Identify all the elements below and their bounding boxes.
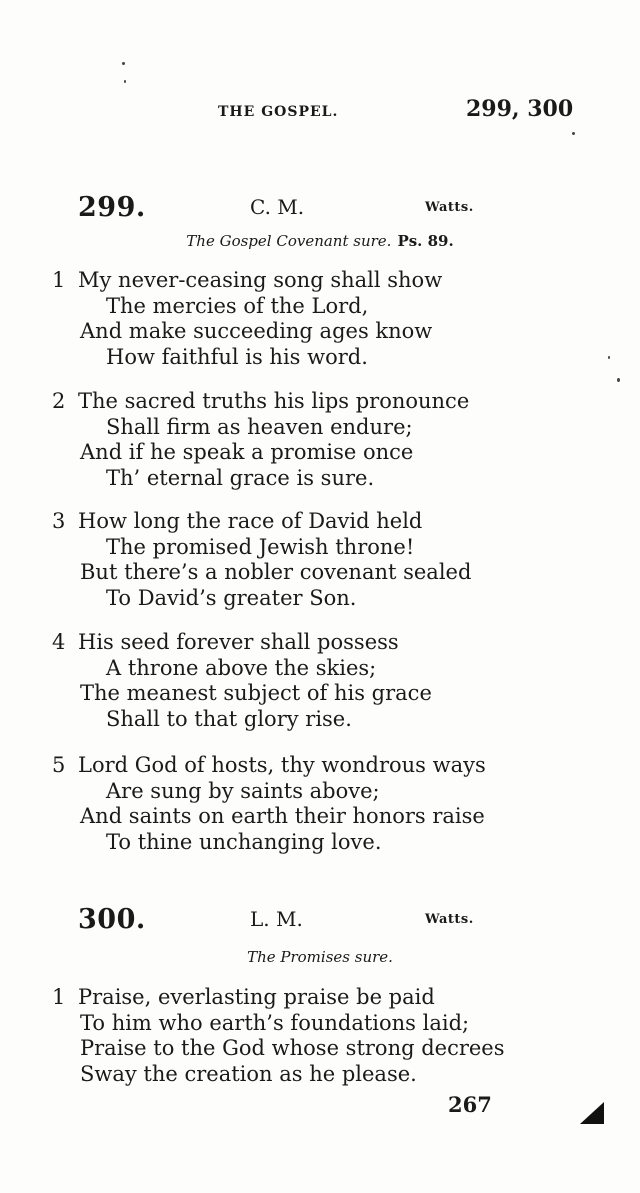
verse-number: 1 <box>52 268 66 292</box>
verse-line: And if he speak a promise once <box>80 440 414 464</box>
verse-line: Are sung by saints above; <box>106 778 380 803</box>
verse-line: To him who earth’s foundations laid; <box>80 1010 470 1035</box>
hymn-299-subtitle <box>0 232 640 250</box>
hymn-subtitle-text: The Promises sure. <box>247 948 393 966</box>
hymn-299-stanza-2 <box>0 389 600 491</box>
verse-line: Praise to the God whose strong decrees <box>80 1036 505 1060</box>
verse-line-text: The sacred truths his lips pronounce <box>78 389 470 413</box>
hymn-number: 300. <box>78 904 146 935</box>
psalm-reference: Ps. 89. <box>397 232 454 250</box>
running-head <box>0 96 640 126</box>
verse-line: The mercies of the Lord, <box>106 293 369 318</box>
verse-line-text: Praise, everlasting praise be paid <box>78 985 435 1009</box>
verse-line: A throne above the skies; <box>106 655 377 680</box>
ink-speck <box>124 80 126 83</box>
hymn-300-header <box>0 904 640 940</box>
hymn-300-stanza-1 <box>0 985 600 1087</box>
running-title: THE GOSPEL. <box>218 104 339 120</box>
verse-line: The promised Jewish throne! <box>106 534 415 559</box>
hymn-subtitle-text: The Gospel Covenant sure. <box>186 232 392 250</box>
page-corner-mark-icon <box>578 1098 608 1126</box>
hymn-author: Watts. <box>425 200 474 215</box>
verse-line <box>0 985 600 1011</box>
ink-speck <box>617 378 620 382</box>
hymn-299-stanza-3 <box>0 509 600 611</box>
verse-line <box>0 268 600 294</box>
hymn-299-stanza-5 <box>0 753 600 855</box>
hymn-meter: C. M. <box>250 195 305 219</box>
verse-line: Sway the creation as he please. <box>80 1061 417 1086</box>
hymn-299-header <box>0 192 640 228</box>
verse-line-text: How long the race of David held <box>78 509 423 533</box>
ink-speck <box>572 132 575 135</box>
verse-line: Shall firm as heaven endure; <box>106 414 413 439</box>
page-number: 267 <box>448 1092 492 1117</box>
verse-line <box>0 389 600 415</box>
verse-line: To thine unchanging love. <box>106 829 382 854</box>
verse-line <box>0 753 600 779</box>
verse-number: 5 <box>52 753 66 777</box>
verse-line: The meanest subject of his grace <box>80 681 432 705</box>
verse-line: How faithful is his word. <box>106 344 368 369</box>
verse-line: And saints on earth their honors raise <box>80 804 485 828</box>
hymn-300-subtitle <box>0 948 640 966</box>
verse-line-text: My never-ceasing song shall show <box>78 268 443 292</box>
verse-line-text: His seed forever shall possess <box>78 630 399 654</box>
verse-line: To David’s greater Son. <box>106 585 357 610</box>
verse-line: And make succeeding ages know <box>80 319 433 343</box>
verse-line <box>0 509 600 535</box>
verse-line: Shall to that glory rise. <box>106 706 352 731</box>
verse-number: 1 <box>52 985 66 1009</box>
verse-number: 2 <box>52 389 66 413</box>
hymn-299-stanza-4 <box>0 630 600 732</box>
ink-speck <box>122 62 125 65</box>
verse-line: Th’ eternal grace is sure. <box>106 465 375 490</box>
hymn-author: Watts. <box>425 912 474 927</box>
verse-line-text: Lord God of hosts, thy wondrous ways <box>78 753 486 777</box>
hymn-number: 299. <box>78 192 146 223</box>
hymn-299-stanza-1 <box>0 268 600 370</box>
verse-number: 3 <box>52 509 66 533</box>
running-hymn-numbers: 299, 300 <box>466 96 574 122</box>
verse-line <box>0 630 600 656</box>
hymn-meter: L. M. <box>250 907 303 931</box>
ink-speck <box>608 356 610 359</box>
verse-number: 4 <box>52 630 66 654</box>
verse-line: But there’s a nobler covenant sealed <box>80 560 472 584</box>
